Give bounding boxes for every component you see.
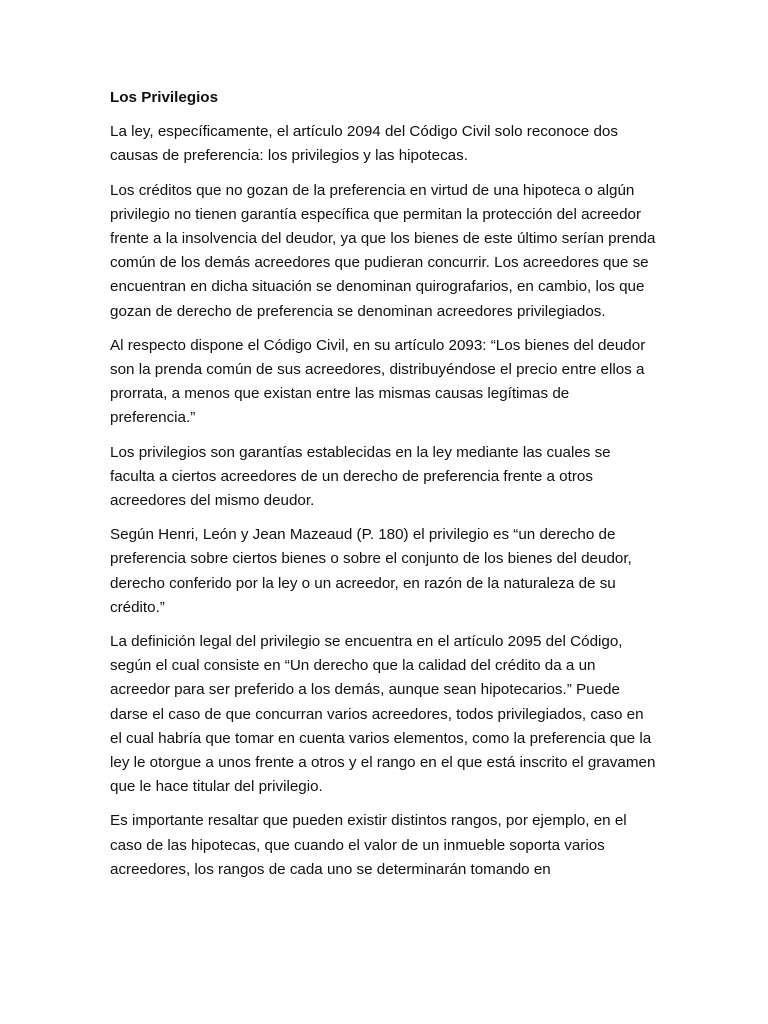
paragraph-7: Es importante resaltar que pueden existir distintos rangos, por ejemplo, en el caso de las hipotecas, que cuando el valor de un inmueble soporta varios acreedores, los rangos de cada uno se determinarán tomando en bbox=[110, 812, 627, 878]
paragraph-2: Los créditos que no gozan de la preferencia en virtud de una hipoteca o algún privilegio no tienen garantía específica que permitan la protección del acreedor frente a la insolvencia del deudor, ya que los bienes de este último serían prenda común de los demás acreedores que pudieran concurrir. Los acreedores que se encuentran en dicha situación se denominan quirografarios, en cambio, los que gozan de derecho de preferencia se denominan acreedores privilegiados. bbox=[110, 181, 656, 320]
paragraph-3: Al respecto dispone el Código Civil, en su artículo 2093: “Los bienes del deudor son la prenda común de sus acreedores, distribuyéndose el precio entre ellos a prorrata, a menos que existan entre las mismas causas legítimas de preferencia.” bbox=[110, 336, 646, 427]
paragraph-1: La ley, específicamente, el artículo 2094 del Código Civil solo reconoce dos causas de preferencia: los privilegios y las hipotecas. bbox=[110, 123, 618, 165]
paragraph-6: La definición legal del privilegio se encuentra en el artículo 2095 del Código, según el cual consiste en “Un derecho que la calidad del crédito da a un acreedor para ser preferido a los demás, aunque sean hipotecarios.” Puede darse el caso de que concurran varios acreedores, todos privilegiados, caso en el cual habría que tomar en cuenta varios elementos, como la preferencia que la ley le otorgue a unos frente a otros y el rango en el que está inscrito el gravamen que le hace titular del privilegio. bbox=[110, 633, 656, 796]
document-page bbox=[110, 86, 658, 892]
paragraph-4: Los privilegios son garantías establecidas en la ley mediante las cuales se faculta a ciertos acreedores de un derecho de preferencia frente a otros acreedores del mismo deudor. bbox=[110, 443, 611, 510]
paragraph-5: Según Henri, León y Jean Mazeaud (P. 180) el privilegio es “un derecho de preferencia sobre ciertos bienes o sobre el conjunto de los bienes del deudor, derecho conferido por la ley o un acreedor, en razón de la naturaleza de su crédito.” bbox=[110, 526, 632, 616]
document-title: Los Privilegios bbox=[110, 89, 219, 106]
